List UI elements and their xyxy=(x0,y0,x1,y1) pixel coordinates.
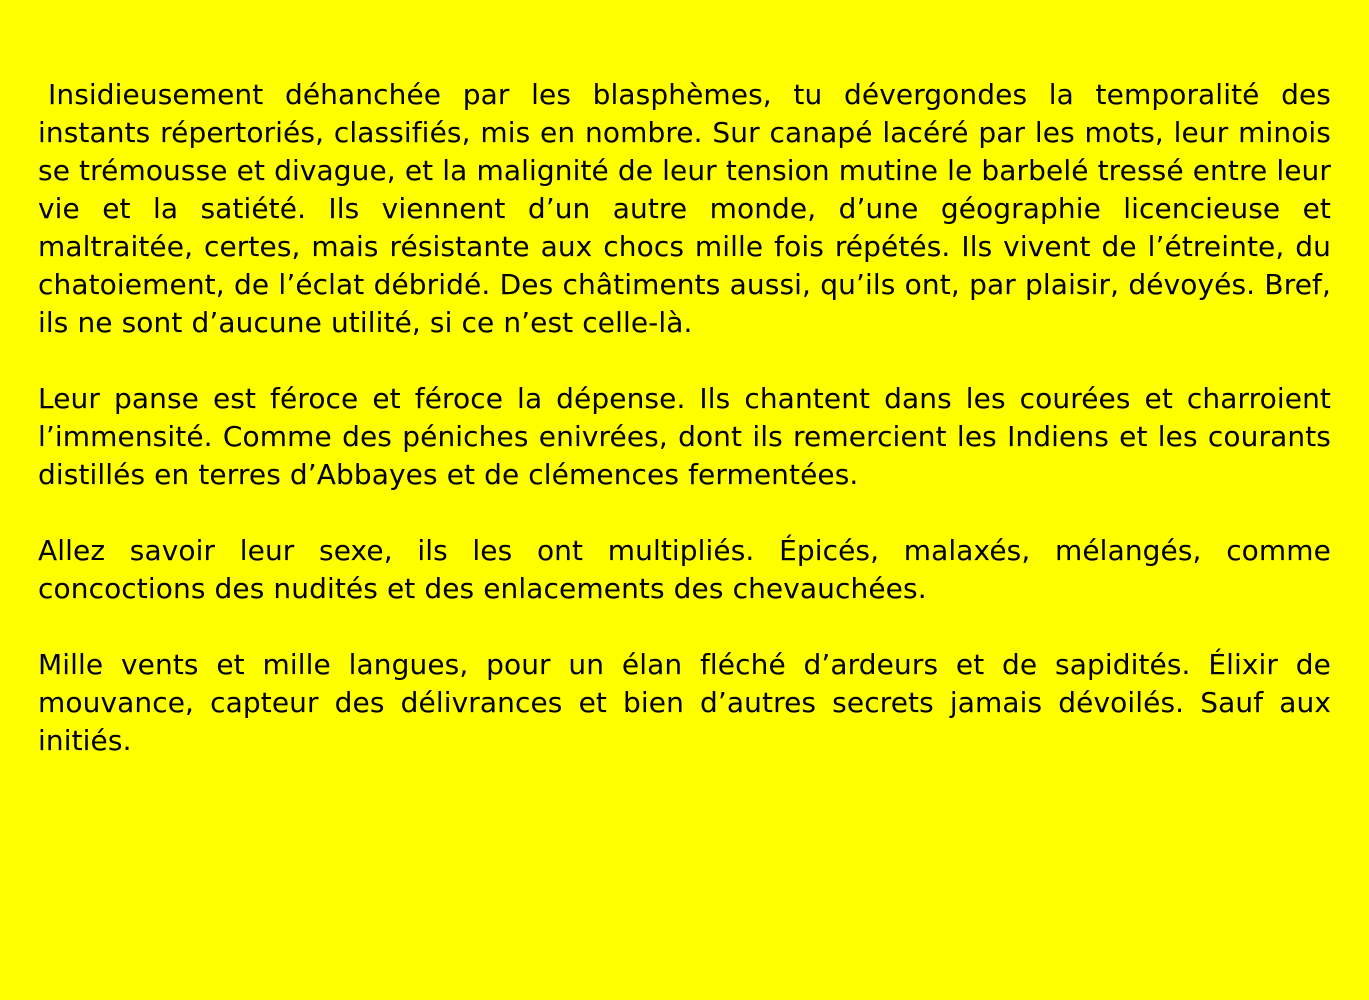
paragraph-2: Leur panse est féroce et féroce la dépense. Ils chantent dans les courées et charroient l’immensité. Comme des péniches enivrées, dont ils remercient les Indiens et les courants distillés en terres d’Abbayes et de clémences fermentées. xyxy=(38,382,1331,491)
paragraph-1: Insidieusement déhanchée par les blasphèmes, tu dévergondes la temporalité des instants répertoriés, classifiés, mis en nombre. Sur canapé lacéré par les mots, leur minois se trémousse et divague, et la malignité de leur tension mutine le barbelé tressé entre leur vie et la satiété. Ils viennent d’un autre monde, d’une géographie licencieuse et maltraitée, certes, mais résistante aux chocs mille fois répétés. Ils vivent de l’étreinte, du chatoiement, de l’éclat débridé. Des châtiments aussi, qu’ils ont, par plaisir, dévoyés. Bref, ils ne sont d’aucune utilité, si ce n’est celle-là. xyxy=(38,78,1331,339)
paragraph-4: Mille vents et mille langues, pour un élan fléché d’ardeurs et de sapidités. Élixir de mouvance, capteur des délivrances et bien d’autres secrets jamais dévoilés. Sauf aux initiés. xyxy=(38,648,1331,757)
paragraph-3: Allez savoir leur sexe, ils les ont multipliés. Épicés, malaxés, mélangés, comme concoctions des nudités et des enlacements des chevauchées. xyxy=(38,534,1331,605)
